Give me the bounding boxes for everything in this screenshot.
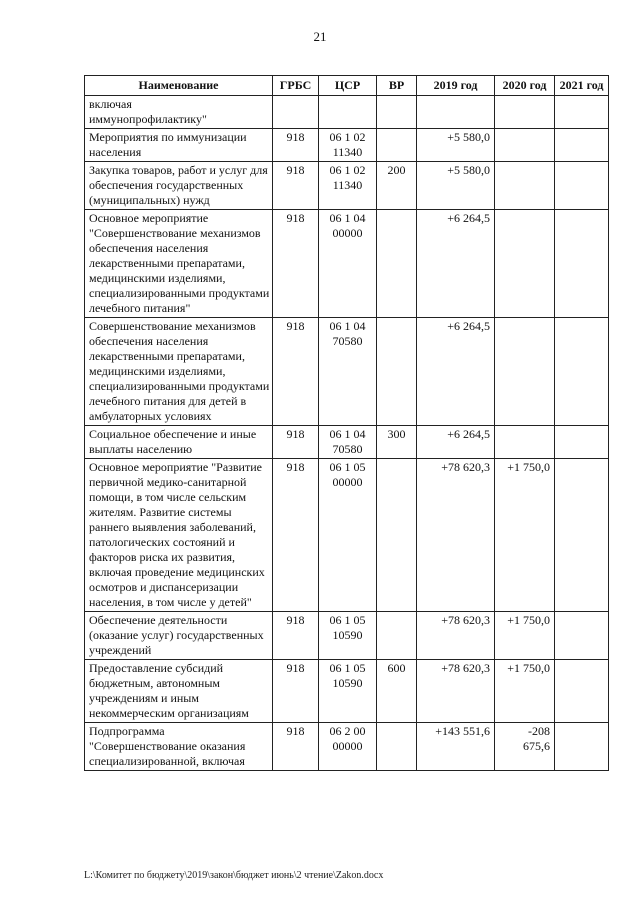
cell-grbs: 918 [273,162,319,210]
cell-grbs: 918 [273,426,319,459]
table-row [85,723,609,771]
cell-name: Мероприятия по иммунизации населения [85,129,273,162]
cell-name: включая иммунопрофилактику" [85,96,273,129]
cell-vr [377,459,417,612]
page-number: 21 [313,29,327,44]
cell-grbs: 918 [273,210,319,318]
table-row [85,426,609,459]
table-row [85,318,609,426]
header-grbs: ГРБС [273,76,319,96]
cell-grbs: 918 [273,723,319,771]
cell-grbs: 918 [273,459,319,612]
cell-vr [377,210,417,318]
cell-y2020 [495,96,555,129]
budget-table [84,75,609,771]
cell-csr: 06 1 02 11340 [319,162,377,210]
cell-vr [377,129,417,162]
cell-y2021 [555,129,609,162]
cell-y2019: +5 580,0 [417,129,495,162]
cell-vr [377,612,417,660]
cell-grbs: 918 [273,660,319,723]
cell-vr [377,723,417,771]
cell-csr: 06 1 04 70580 [319,318,377,426]
table-row [85,459,609,612]
cell-csr: 06 1 02 11340 [319,129,377,162]
cell-vr: 600 [377,660,417,723]
cell-y2019: +78 620,3 [417,612,495,660]
cell-y2019: +78 620,3 [417,660,495,723]
cell-y2020: -208 675,6 [495,723,555,771]
table-body [85,96,609,771]
cell-y2020 [495,129,555,162]
cell-name: Основное мероприятие "Развитие первичной медико-санитарной помощи, в том числе сельским жителям. Развитие системы раннего выявления заболеваний, патологических состояний и факторов риска их развития, включая проведение медицинских осмотров и диспансеризации населения, в том числе у детей" [85,459,273,612]
cell-y2021 [555,459,609,612]
cell-vr: 200 [377,162,417,210]
cell-y2021 [555,162,609,210]
cell-name: Предоставление субсидий бюджетным, автономным учреждениям и иным некоммерческим организациям [85,660,273,723]
cell-y2019: +6 264,5 [417,210,495,318]
cell-y2019 [417,96,495,129]
table-header-row [85,76,609,96]
table-row [85,612,609,660]
cell-csr: 06 1 05 10590 [319,612,377,660]
header-csr: ЦСР [319,76,377,96]
cell-y2020 [495,426,555,459]
cell-name: Социальное обеспечение и иные выплаты населению [85,426,273,459]
cell-vr: 300 [377,426,417,459]
cell-csr: 06 1 05 00000 [319,459,377,612]
cell-csr: 06 2 00 00000 [319,723,377,771]
cell-y2020 [495,210,555,318]
cell-name: Основное мероприятие "Совершенствование механизмов обеспечения населения лекарственными препаратами, медицинскими изделиями, специализированными продуктами лечебного питания" [85,210,273,318]
cell-name: Совершенствование механизмов обеспечения населения лекарственными препаратами, медицинскими изделиями, специализированными продуктами лечебного питания для детей в амбулаторных условиях [85,318,273,426]
cell-y2021 [555,210,609,318]
cell-y2020: +1 750,0 [495,612,555,660]
cell-grbs: 918 [273,612,319,660]
cell-y2021 [555,96,609,129]
header-vr: ВР [377,76,417,96]
cell-y2019: +6 264,5 [417,318,495,426]
table-row [85,210,609,318]
cell-y2021 [555,612,609,660]
cell-y2019: +6 264,5 [417,426,495,459]
header-2020: 2020 год [495,76,555,96]
cell-grbs [273,96,319,129]
cell-grbs: 918 [273,129,319,162]
table-row [85,96,609,129]
cell-vr [377,96,417,129]
header-name: Наименование [85,76,273,96]
cell-csr: 06 1 04 00000 [319,210,377,318]
cell-y2019: +143 551,6 [417,723,495,771]
table-row [85,129,609,162]
cell-csr: 06 1 04 70580 [319,426,377,459]
cell-csr [319,96,377,129]
cell-grbs: 918 [273,318,319,426]
file-path-footer: L:\Комитет по бюджету\2019\закон\бюджет июнь\2 чтение\Zakon.docx [84,870,384,881]
cell-y2020 [495,162,555,210]
cell-name: Подпрограмма "Совершенствование оказания специализированной, включая [85,723,273,771]
cell-y2020: +1 750,0 [495,660,555,723]
table-row [85,162,609,210]
cell-y2021 [555,426,609,459]
cell-y2021 [555,318,609,426]
cell-vr [377,318,417,426]
cell-y2020 [495,318,555,426]
table-row [85,660,609,723]
cell-name: Обеспечение деятельности (оказание услуг) государственных учреждений [85,612,273,660]
cell-y2019: +78 620,3 [417,459,495,612]
cell-csr: 06 1 05 10590 [319,660,377,723]
header-2021: 2021 год [555,76,609,96]
cell-y2020: +1 750,0 [495,459,555,612]
cell-name: Закупка товаров, работ и услуг для обеспечения государственных (муниципальных) нужд [85,162,273,210]
budget-table-wrapper [84,75,608,771]
cell-y2019: +5 580,0 [417,162,495,210]
cell-y2021 [555,660,609,723]
cell-y2021 [555,723,609,771]
header-2019: 2019 год [417,76,495,96]
